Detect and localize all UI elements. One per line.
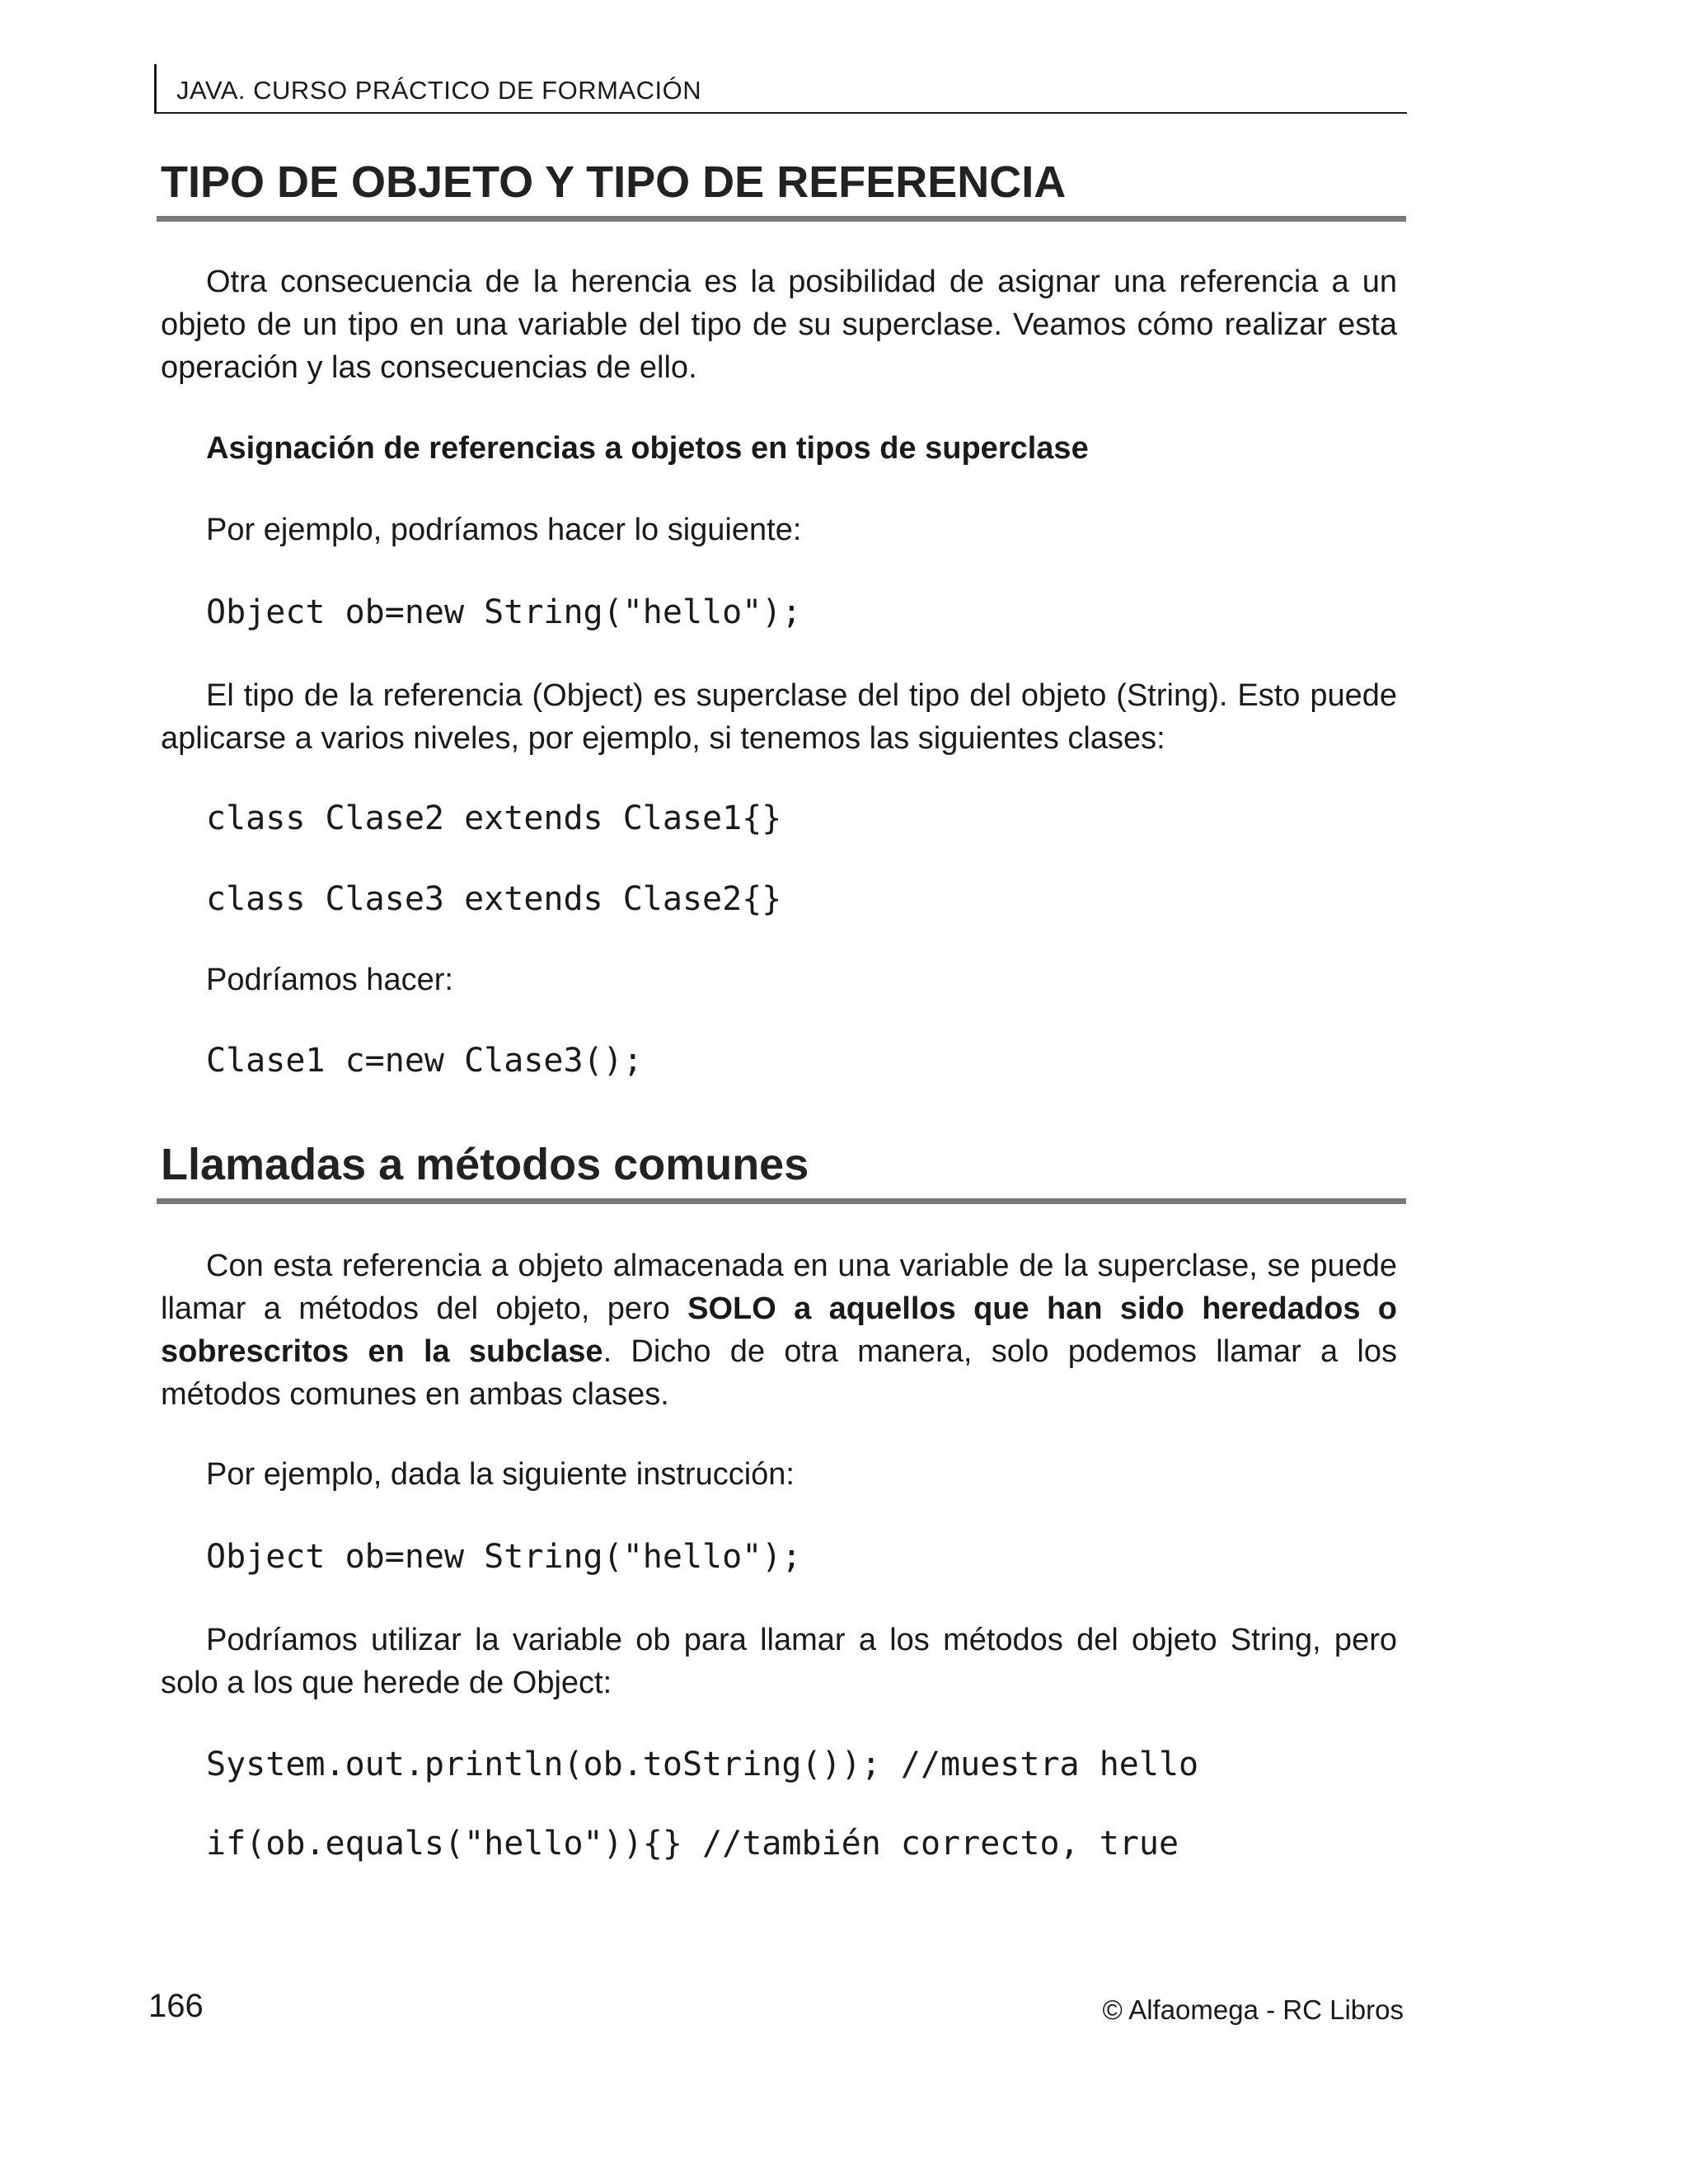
code-line: class Clase3 extends Clase2{} [206, 880, 782, 918]
section-rule [157, 1198, 1406, 1204]
section-title-llamadas: Llamadas a métodos comunes [161, 1140, 809, 1189]
running-header [154, 64, 1407, 114]
example-intro: Por ejemplo, dada la siguiente instrucción: [206, 1457, 795, 1492]
explanation-paragraph: El tipo de la referencia (Object) es superclase del tipo del objeto (String). Esto puede aplicarse a varios niveles, por ejemplo, si tenemos las siguientes clases: [161, 678, 1397, 756]
code-line: Object ob=new String("hello"); [206, 1538, 802, 1576]
running-header-title: JAVA. CURSO PRÁCTICO DE FORMACIÓN [176, 76, 702, 105]
code-line: Clase1 c=new Clase3(); [206, 1042, 643, 1080]
methods-paragraph-end: . Dicho de otra manera, solo podemos llamar a los métodos comunes en ambas clases. [161, 1334, 1397, 1412]
methods-paragraph-bold: SOLO a aquellos que han sido heredados o sobrescritos en la subclase [161, 1291, 1397, 1369]
code-line: if(ob.equals("hello")){} //también correcto, true [206, 1825, 1179, 1863]
copyright-notice: © Alfaomega - RC Libros [1102, 1994, 1404, 2025]
code-line: System.out.println(ob.toString()); //muestra hello [206, 1746, 1199, 1783]
code-line: Object ob=new String("hello"); [206, 593, 802, 631]
section-title-tipo-objeto: TIPO DE OBJETO Y TIPO DE REFERENCIA [161, 157, 1067, 207]
example-intro: Por ejemplo, podríamos hacer lo siguiente: [206, 513, 802, 547]
section-rule [157, 216, 1406, 222]
methods-paragraph [161, 1244, 1397, 1416]
usage-paragraph: Podríamos utilizar la variable ob para llamar a los métodos del objeto String, pero solo a los que herede de Object: [161, 1623, 1397, 1700]
could-do-text: Podríamos hacer: [206, 963, 453, 997]
page-number: 166 [148, 1988, 204, 2024]
subheading: Asignación de referencias a objetos en tipos de superclase [206, 431, 1089, 466]
code-line: class Clase2 extends Clase1{} [206, 799, 782, 837]
intro-paragraph: Otra consecuencia de la herencia es la posibilidad de asignar una referencia a un objeto de un tipo en una variable del tipo de su superclase. Veamos cómo realizar esta operación y las consecuencias de ello. [161, 265, 1397, 385]
methods-paragraph-start: Con esta referencia a objeto almacenada en una variable de la superclase, se puede llamar a métodos del objeto, pero [161, 1249, 1397, 1326]
